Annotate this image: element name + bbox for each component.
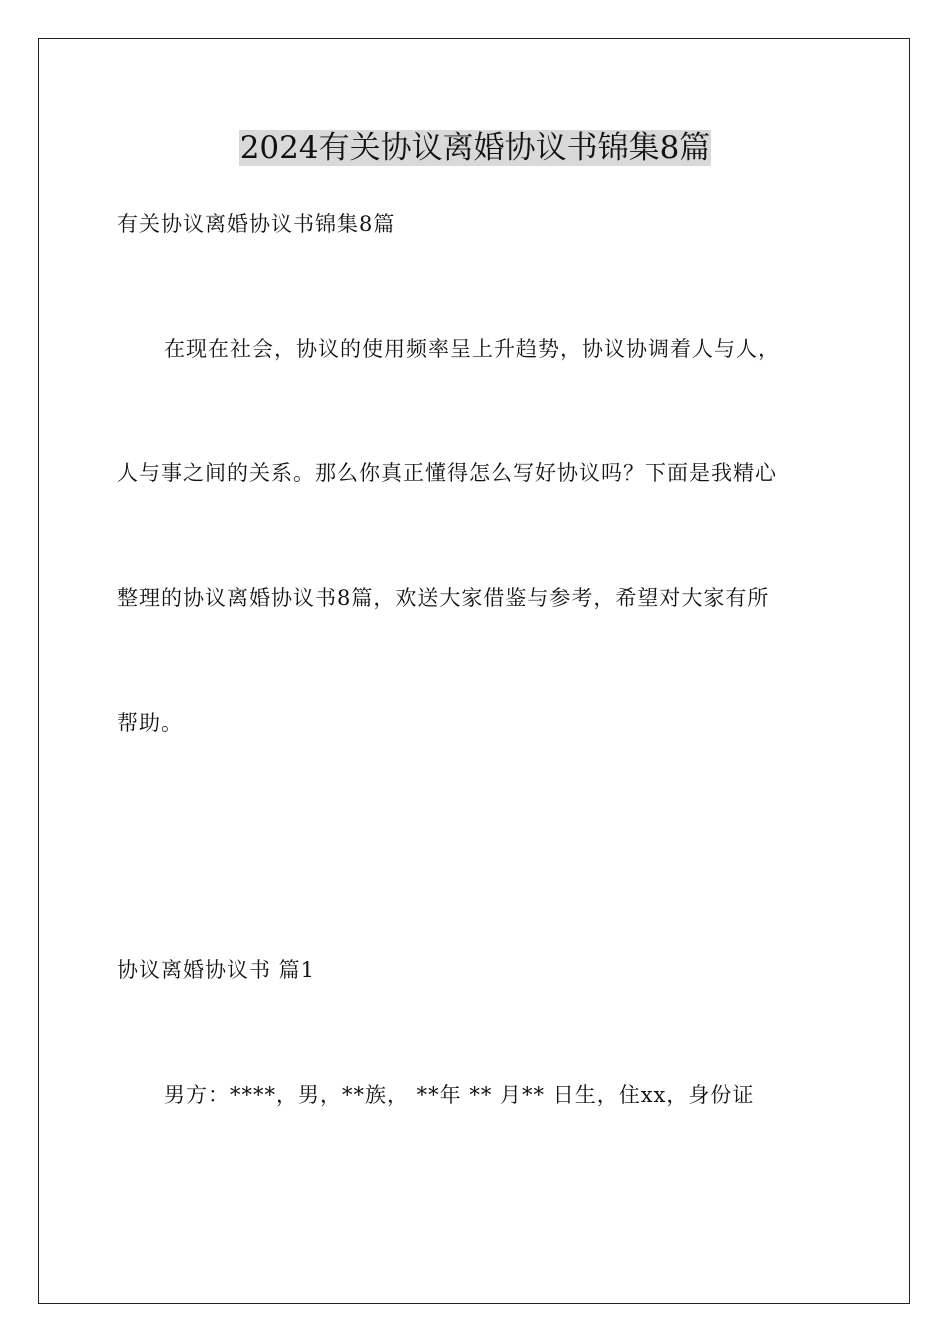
intro-line-2: 人与事之间的关系。那么你真正懂得怎么写好协议吗？下面是我精心 [117, 461, 777, 485]
intro-line-4: 帮助。 [117, 711, 183, 735]
intro-line-3: 整理的协议离婚协议书8篇，欢送大家借鉴与参考，希望对大家有所 [117, 586, 770, 610]
section-heading: 协议离婚协议书 篇1 [117, 958, 316, 982]
section-first-line: 男方：****，男，**族， **年 ** 月** 日生，住xx，身份证 [164, 1083, 755, 1107]
intro-line-1: 在现在社会，协议的使用频率呈上升趋势，协议协调着人与人， [164, 337, 780, 361]
document-title: 2024有关协议离婚协议书锦集8篇 [239, 130, 711, 166]
document-subtitle: 有关协议离婚协议书锦集8篇 [117, 212, 396, 236]
